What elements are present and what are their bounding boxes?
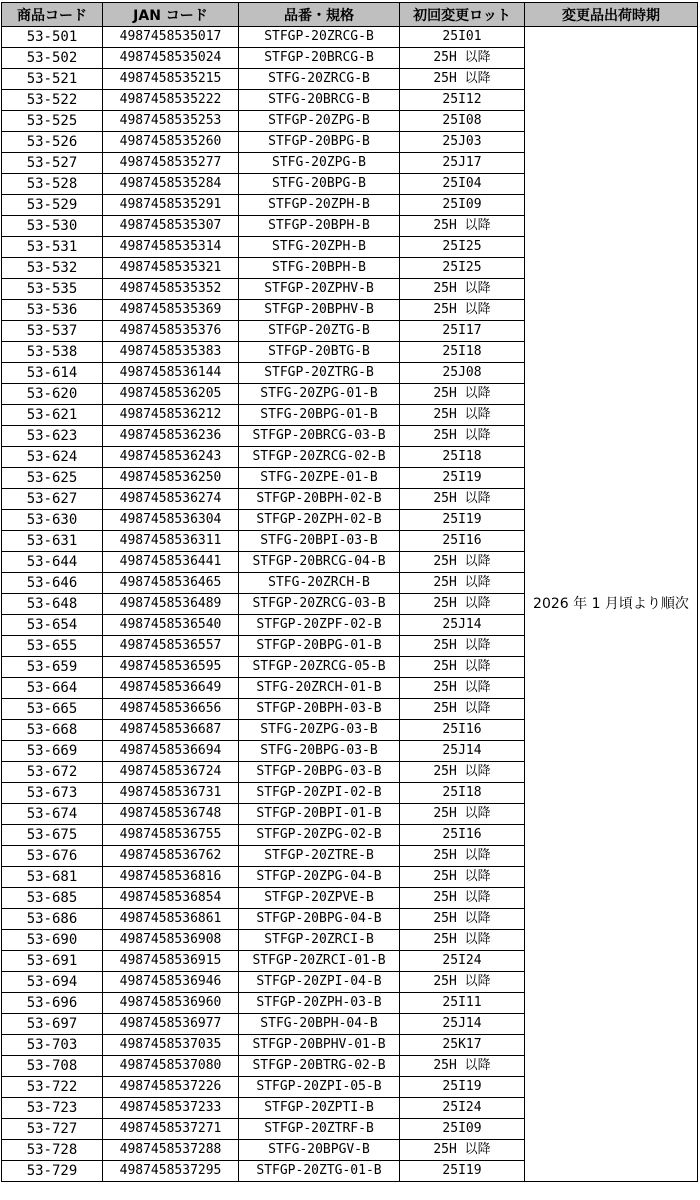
change-lot-cell: 25H 以降: [400, 972, 525, 993]
product-code-cell: 53-664: [2, 678, 103, 699]
change-lot-cell: 25H 以降: [400, 762, 525, 783]
part-number-cell: STFGP-20ZRCG-03-B: [239, 594, 400, 615]
product-code-cell: 53-530: [2, 216, 103, 237]
product-code-cell: 53-722: [2, 1077, 103, 1098]
header-part-number: 品番・規格: [239, 3, 400, 27]
change-lot-cell: 25H 以降: [400, 846, 525, 867]
change-lot-cell: 25H 以降: [400, 930, 525, 951]
change-lot-cell: 25H 以降: [400, 678, 525, 699]
change-lot-cell: 25I18: [400, 342, 525, 363]
change-lot-cell: 25I18: [400, 783, 525, 804]
jan-code-cell: 4987458536274: [103, 489, 239, 510]
product-code-cell: 53-620: [2, 384, 103, 405]
jan-code-cell: 4987458536489: [103, 594, 239, 615]
part-number-cell: STFGP-20ZPH-02-B: [239, 510, 400, 531]
jan-code-cell: 4987458537080: [103, 1056, 239, 1077]
product-code-cell: 53-703: [2, 1035, 103, 1056]
change-lot-cell: 25H 以降: [400, 384, 525, 405]
jan-code-cell: 4987458535277: [103, 153, 239, 174]
change-lot-cell: 25H 以降: [400, 1140, 525, 1161]
product-code-cell: 53-674: [2, 804, 103, 825]
part-number-cell: STFG-20ZPG-B: [239, 153, 400, 174]
part-number-cell: STFGP-20ZPG-B: [239, 111, 400, 132]
change-lot-cell: 25H 以降: [400, 909, 525, 930]
jan-code-cell: 4987458536755: [103, 825, 239, 846]
jan-code-cell: 4987458535017: [103, 27, 239, 48]
change-lot-cell: 25J08: [400, 363, 525, 384]
product-code-cell: 53-669: [2, 741, 103, 762]
header-ship-period: 変更品出荷時期: [525, 3, 698, 27]
product-code-cell: 53-644: [2, 552, 103, 573]
part-number-cell: STFGP-20BPG-01-B: [239, 636, 400, 657]
jan-code-cell: 4987458536304: [103, 510, 239, 531]
product-code-cell: 53-697: [2, 1014, 103, 1035]
part-number-cell: STFGP-20ZPG-02-B: [239, 825, 400, 846]
part-number-cell: STFG-20ZRCH-01-B: [239, 678, 400, 699]
jan-code-cell: 4987458536540: [103, 615, 239, 636]
part-number-cell: STFG-20BRCG-B: [239, 90, 400, 111]
change-lot-cell: 25I01: [400, 27, 525, 48]
product-code-cell: 53-535: [2, 279, 103, 300]
part-number-cell: STFG-20ZPG-03-B: [239, 720, 400, 741]
change-lot-cell: 25I09: [400, 1119, 525, 1140]
jan-code-cell: 4987458536311: [103, 531, 239, 552]
change-lot-cell: 25I24: [400, 951, 525, 972]
part-number-cell: STFGP-20ZTG-B: [239, 321, 400, 342]
part-number-cell: STFG-20ZPE-01-B: [239, 468, 400, 489]
product-code-cell: 53-521: [2, 69, 103, 90]
change-lot-cell: 25I17: [400, 321, 525, 342]
product-code-cell: 53-654: [2, 615, 103, 636]
jan-code-cell: 4987458536557: [103, 636, 239, 657]
part-number-cell: STFG-20ZPH-B: [239, 237, 400, 258]
part-number-cell: STFG-20ZRCG-B: [239, 69, 400, 90]
change-lot-cell: 25H 以降: [400, 636, 525, 657]
jan-code-cell: 4987458536854: [103, 888, 239, 909]
jan-code-cell: 4987458536731: [103, 783, 239, 804]
product-code-cell: 53-624: [2, 447, 103, 468]
part-number-cell: STFGP-20BRCG-04-B: [239, 552, 400, 573]
change-lot-cell: 25I25: [400, 258, 525, 279]
product-code-cell: 53-526: [2, 132, 103, 153]
jan-code-cell: 4987458537295: [103, 1161, 239, 1182]
part-number-cell: STFG-20BPG-01-B: [239, 405, 400, 426]
part-number-cell: STFGP-20ZRCI-01-B: [239, 951, 400, 972]
jan-code-cell: 4987458535352: [103, 279, 239, 300]
jan-code-cell: 4987458536465: [103, 573, 239, 594]
change-lot-cell: 25J14: [400, 615, 525, 636]
product-code-cell: 53-685: [2, 888, 103, 909]
part-number-cell: STFGP-20BRCG-03-B: [239, 426, 400, 447]
product-code-cell: 53-625: [2, 468, 103, 489]
change-lot-cell: 25H 以降: [400, 699, 525, 720]
product-code-cell: 53-527: [2, 153, 103, 174]
table-row: [2, 27, 698, 48]
jan-code-cell: 4987458536816: [103, 867, 239, 888]
jan-code-cell: 4987458536724: [103, 762, 239, 783]
table-body: [2, 27, 698, 1182]
change-lot-cell: 25I19: [400, 468, 525, 489]
header-product-code: 商品コード: [2, 3, 103, 27]
product-code-cell: 53-723: [2, 1098, 103, 1119]
change-lot-cell: 25I24: [400, 1098, 525, 1119]
jan-code-cell: 4987458535222: [103, 90, 239, 111]
product-code-cell: 53-529: [2, 195, 103, 216]
change-lot-cell: 25H 以降: [400, 279, 525, 300]
jan-code-cell: 4987458536694: [103, 741, 239, 762]
change-lot-cell: 25H 以降: [400, 48, 525, 69]
part-number-cell: STFGP-20ZRCG-02-B: [239, 447, 400, 468]
part-number-cell: STFGP-20BPI-01-B: [239, 804, 400, 825]
change-lot-cell: 25I18: [400, 447, 525, 468]
part-number-cell: STFGP-20ZPI-04-B: [239, 972, 400, 993]
change-lot-cell: 25H 以降: [400, 69, 525, 90]
change-lot-cell: 25J17: [400, 153, 525, 174]
jan-code-cell: 4987458537271: [103, 1119, 239, 1140]
part-number-cell: STFGP-20BPH-03-B: [239, 699, 400, 720]
change-lot-cell: 25I16: [400, 720, 525, 741]
jan-code-cell: 4987458537226: [103, 1077, 239, 1098]
change-lot-cell: 25J03: [400, 132, 525, 153]
jan-code-cell: 4987458535321: [103, 258, 239, 279]
part-number-cell: STFG-20BPG-03-B: [239, 741, 400, 762]
jan-code-cell: 4987458536687: [103, 720, 239, 741]
jan-code-cell: 4987458536946: [103, 972, 239, 993]
part-number-cell: STFGP-20BPHV-01-B: [239, 1035, 400, 1056]
product-code-cell: 53-655: [2, 636, 103, 657]
jan-code-cell: 4987458536861: [103, 909, 239, 930]
part-number-cell: STFGP-20ZPF-02-B: [239, 615, 400, 636]
part-number-cell: STFG-20ZRCH-B: [239, 573, 400, 594]
part-number-cell: STFGP-20ZPHV-B: [239, 279, 400, 300]
product-code-cell: 53-727: [2, 1119, 103, 1140]
product-change-table-container: [1, 2, 697, 1182]
change-lot-cell: 25J14: [400, 741, 525, 762]
change-lot-cell: 25I25: [400, 237, 525, 258]
product-code-cell: 53-675: [2, 825, 103, 846]
part-number-cell: STFGP-20ZPVE-B: [239, 888, 400, 909]
change-lot-cell: 25H 以降: [400, 216, 525, 237]
jan-code-cell: 4987458537233: [103, 1098, 239, 1119]
change-lot-cell: 25I11: [400, 993, 525, 1014]
product-code-cell: 53-696: [2, 993, 103, 1014]
part-number-cell: STFGP-20ZPH-03-B: [239, 993, 400, 1014]
part-number-cell: STFGP-20ZTRF-B: [239, 1119, 400, 1140]
part-number-cell: STFG-20BPH-04-B: [239, 1014, 400, 1035]
change-lot-cell: 25H 以降: [400, 804, 525, 825]
product-code-cell: 53-694: [2, 972, 103, 993]
product-code-cell: 53-630: [2, 510, 103, 531]
change-lot-cell: 25I19: [400, 1077, 525, 1098]
jan-code-cell: 4987458536205: [103, 384, 239, 405]
change-lot-cell: 25H 以降: [400, 867, 525, 888]
product-code-cell: 53-659: [2, 657, 103, 678]
part-number-cell: STFGP-20ZPH-B: [239, 195, 400, 216]
jan-code-cell: 4987458536144: [103, 363, 239, 384]
product-code-cell: 53-631: [2, 531, 103, 552]
part-number-cell: STFGP-20ZRCG-05-B: [239, 657, 400, 678]
jan-code-cell: 4987458536250: [103, 468, 239, 489]
jan-code-cell: 4987458536748: [103, 804, 239, 825]
change-lot-cell: 25I16: [400, 531, 525, 552]
change-lot-cell: 25H 以降: [400, 594, 525, 615]
jan-code-cell: 4987458535024: [103, 48, 239, 69]
product-code-cell: 53-665: [2, 699, 103, 720]
part-number-cell: STFG-20BPH-B: [239, 258, 400, 279]
product-code-cell: 53-691: [2, 951, 103, 972]
change-lot-cell: 25I12: [400, 90, 525, 111]
jan-code-cell: 4987458535215: [103, 69, 239, 90]
jan-code-cell: 4987458536649: [103, 678, 239, 699]
change-lot-cell: 25I16: [400, 825, 525, 846]
product-code-cell: 53-728: [2, 1140, 103, 1161]
jan-code-cell: 4987458535383: [103, 342, 239, 363]
header-row: [2, 3, 698, 27]
change-lot-cell: 25H 以降: [400, 1056, 525, 1077]
product-code-cell: 53-673: [2, 783, 103, 804]
product-code-cell: 53-614: [2, 363, 103, 384]
product-code-cell: 53-502: [2, 48, 103, 69]
change-lot-cell: 25H 以降: [400, 405, 525, 426]
product-code-cell: 53-729: [2, 1161, 103, 1182]
product-code-cell: 53-708: [2, 1056, 103, 1077]
jan-code-cell: 4987458535314: [103, 237, 239, 258]
change-lot-cell: 25H 以降: [400, 888, 525, 909]
jan-code-cell: 4987458536243: [103, 447, 239, 468]
product-code-cell: 53-528: [2, 174, 103, 195]
change-lot-cell: 25H 以降: [400, 573, 525, 594]
product-code-cell: 53-538: [2, 342, 103, 363]
jan-code-cell: 4987458537035: [103, 1035, 239, 1056]
jan-code-cell: 4987458535369: [103, 300, 239, 321]
part-number-cell: STFGP-20BPH-02-B: [239, 489, 400, 510]
change-lot-cell: 25I09: [400, 195, 525, 216]
change-lot-cell: 25I08: [400, 111, 525, 132]
jan-code-cell: 4987458537288: [103, 1140, 239, 1161]
jan-code-cell: 4987458536656: [103, 699, 239, 720]
jan-code-cell: 4987458535376: [103, 321, 239, 342]
ship-period-cell: 2026 年 1 月頃より順次: [525, 27, 698, 1182]
part-number-cell: STFGP-20BRCG-B: [239, 48, 400, 69]
part-number-cell: STFGP-20ZTRG-B: [239, 363, 400, 384]
product-code-cell: 53-646: [2, 573, 103, 594]
table-header: [2, 3, 698, 27]
jan-code-cell: 4987458535260: [103, 132, 239, 153]
product-code-cell: 53-532: [2, 258, 103, 279]
part-number-cell: STFGP-20ZTG-01-B: [239, 1161, 400, 1182]
change-lot-cell: 25H 以降: [400, 552, 525, 573]
jan-code-cell: 4987458536908: [103, 930, 239, 951]
part-number-cell: STFG-20BPGV-B: [239, 1140, 400, 1161]
product-code-cell: 53-522: [2, 90, 103, 111]
jan-code-cell: 4987458536212: [103, 405, 239, 426]
change-lot-cell: 25K17: [400, 1035, 525, 1056]
jan-code-cell: 4987458535307: [103, 216, 239, 237]
product-code-cell: 53-668: [2, 720, 103, 741]
jan-code-cell: 4987458536977: [103, 1014, 239, 1035]
product-code-cell: 53-627: [2, 489, 103, 510]
part-number-cell: STFGP-20BPH-B: [239, 216, 400, 237]
change-lot-cell: 25I19: [400, 1161, 525, 1182]
jan-code-cell: 4987458536441: [103, 552, 239, 573]
product-code-cell: 53-676: [2, 846, 103, 867]
product-code-cell: 53-623: [2, 426, 103, 447]
product-code-cell: 53-537: [2, 321, 103, 342]
header-jan-code: JAN コード: [103, 3, 239, 27]
part-number-cell: STFGP-20ZRCI-B: [239, 930, 400, 951]
part-number-cell: STFGP-20ZPI-05-B: [239, 1077, 400, 1098]
part-number-cell: STFGP-20ZTRE-B: [239, 846, 400, 867]
part-number-cell: STFGP-20BPG-03-B: [239, 762, 400, 783]
change-lot-cell: 25H 以降: [400, 657, 525, 678]
product-code-cell: 53-525: [2, 111, 103, 132]
jan-code-cell: 4987458536236: [103, 426, 239, 447]
part-number-cell: STFGP-20ZPI-02-B: [239, 783, 400, 804]
change-lot-cell: 25H 以降: [400, 300, 525, 321]
change-lot-cell: 25I04: [400, 174, 525, 195]
product-code-cell: 53-536: [2, 300, 103, 321]
part-number-cell: STFG-20BPI-03-B: [239, 531, 400, 552]
product-code-cell: 53-621: [2, 405, 103, 426]
jan-code-cell: 4987458536915: [103, 951, 239, 972]
change-lot-cell: 25H 以降: [400, 426, 525, 447]
jan-code-cell: 4987458535291: [103, 195, 239, 216]
jan-code-cell: 4987458536960: [103, 993, 239, 1014]
jan-code-cell: 4987458535284: [103, 174, 239, 195]
jan-code-cell: 4987458536762: [103, 846, 239, 867]
part-number-cell: STFGP-20BPHV-B: [239, 300, 400, 321]
product-code-cell: 53-672: [2, 762, 103, 783]
part-number-cell: STFGP-20BPG-04-B: [239, 909, 400, 930]
change-lot-cell: 25I19: [400, 510, 525, 531]
part-number-cell: STFGP-20ZPG-04-B: [239, 867, 400, 888]
product-code-cell: 53-501: [2, 27, 103, 48]
change-lot-cell: 25J14: [400, 1014, 525, 1035]
change-lot-cell: 25H 以降: [400, 489, 525, 510]
part-number-cell: STFGP-20BPG-B: [239, 132, 400, 153]
product-code-cell: 53-686: [2, 909, 103, 930]
jan-code-cell: 4987458535253: [103, 111, 239, 132]
product-change-table: [1, 2, 698, 1182]
part-number-cell: STFGP-20BTRG-02-B: [239, 1056, 400, 1077]
product-code-cell: 53-681: [2, 867, 103, 888]
part-number-cell: STFGP-20BTG-B: [239, 342, 400, 363]
header-first-change-lot: 初回変更ロット: [400, 3, 525, 27]
part-number-cell: STFG-20BPG-B: [239, 174, 400, 195]
part-number-cell: STFGP-20ZPTI-B: [239, 1098, 400, 1119]
part-number-cell: STFGP-20ZRCG-B: [239, 27, 400, 48]
product-code-cell: 53-690: [2, 930, 103, 951]
part-number-cell: STFG-20ZPG-01-B: [239, 384, 400, 405]
product-code-cell: 53-648: [2, 594, 103, 615]
jan-code-cell: 4987458536595: [103, 657, 239, 678]
product-code-cell: 53-531: [2, 237, 103, 258]
